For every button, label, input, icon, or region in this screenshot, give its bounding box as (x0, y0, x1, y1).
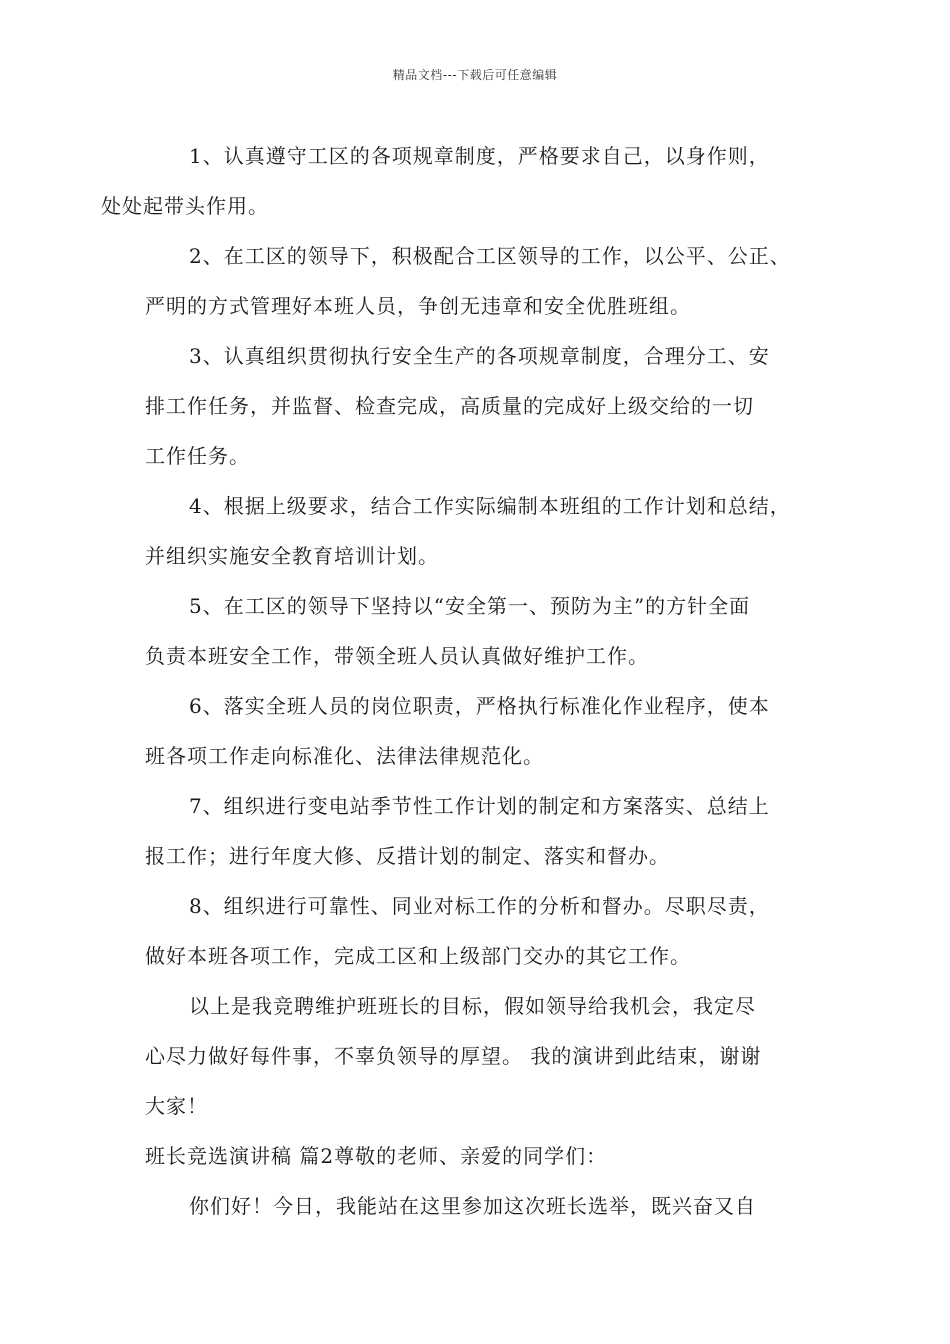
text-line: 以上是我竞聘维护班班长的目标，假如领导给我机会，我定尽 (189, 994, 756, 1018)
text-line: 8、组织进行可靠性、同业对标工作的分析和督办。尽职尽责， (189, 894, 770, 918)
paragraph-4 (145, 481, 835, 581)
text-line: 严明的方式管理好本班人员，争创无违章和安全优胜班组。 (145, 294, 691, 318)
text-line: 5、在工区的领导下坚持以“安全第一、预防为主”的方针全面 (189, 594, 751, 618)
paragraph-7 (145, 781, 835, 881)
text-line: 2、在工区的领导下，积极配合工区领导的工作，以公平、公正、 (189, 244, 791, 268)
text-line: 你们好！今日，我能站在这里参加这次班长选举，既兴奋又自 (189, 1194, 756, 1218)
paragraph-2 (145, 231, 835, 331)
text-line: 排工作任务，并监督、检查完成，高质量的完成好上级交给的一切 (145, 394, 754, 418)
document-body (101, 131, 835, 1231)
paragraph-5 (145, 581, 835, 681)
paragraph-8 (145, 881, 835, 981)
page-header: 精品文档---下载后可任意编辑 (392, 68, 558, 82)
text-line: 并组织实施安全教育培训计划。 (145, 544, 439, 568)
text-line: 负责本班安全工作，带领全班人员认真做好维护工作。 (145, 644, 649, 668)
text-line: 报工作；进行年度大修、反措计划的制定、落实和督办。 (145, 844, 670, 868)
text-line: 大家！ (145, 1094, 208, 1118)
paragraph-3 (145, 331, 835, 481)
text-line: 4、根据上级要求，结合工作实际编制本班组的工作计划和总结， (189, 494, 791, 518)
paragraph-9 (145, 981, 835, 1131)
text-line: 6、落实全班人员的岗位职责，严格执行标准化作业程序，使本 (189, 694, 770, 718)
text-line: 处处起带头作用。 (101, 194, 269, 218)
text-line: 7、组织进行变电站季节性工作计划的制定和方案落实、总结上 (189, 794, 770, 818)
text-line: 班各项工作走向标准化、法律法律规范化。 (145, 744, 544, 768)
paragraph-10 (145, 1181, 835, 1231)
text-line: 1、认真遵守工区的各项规章制度，严格要求自己，以身作则， (189, 144, 770, 168)
text-line: 3、认真组织贯彻执行安全生产的各项规章制度，合理分工、安 (189, 344, 770, 368)
text-line: 做好本班各项工作，完成工区和上级部门交办的其它工作。 (145, 944, 691, 968)
paragraph-6 (145, 681, 835, 781)
section-heading (145, 1131, 835, 1181)
section-heading-text: 班长竞选演讲稿 篇2尊敬的老师、亲爱的同学们： (145, 1144, 608, 1168)
text-line: 工作任务。 (145, 444, 250, 468)
paragraph-1 (101, 131, 835, 231)
text-line: 心尽力做好每件事，不辜负领导的厚望。 我的演讲到此结束，谢谢 (145, 1044, 762, 1068)
